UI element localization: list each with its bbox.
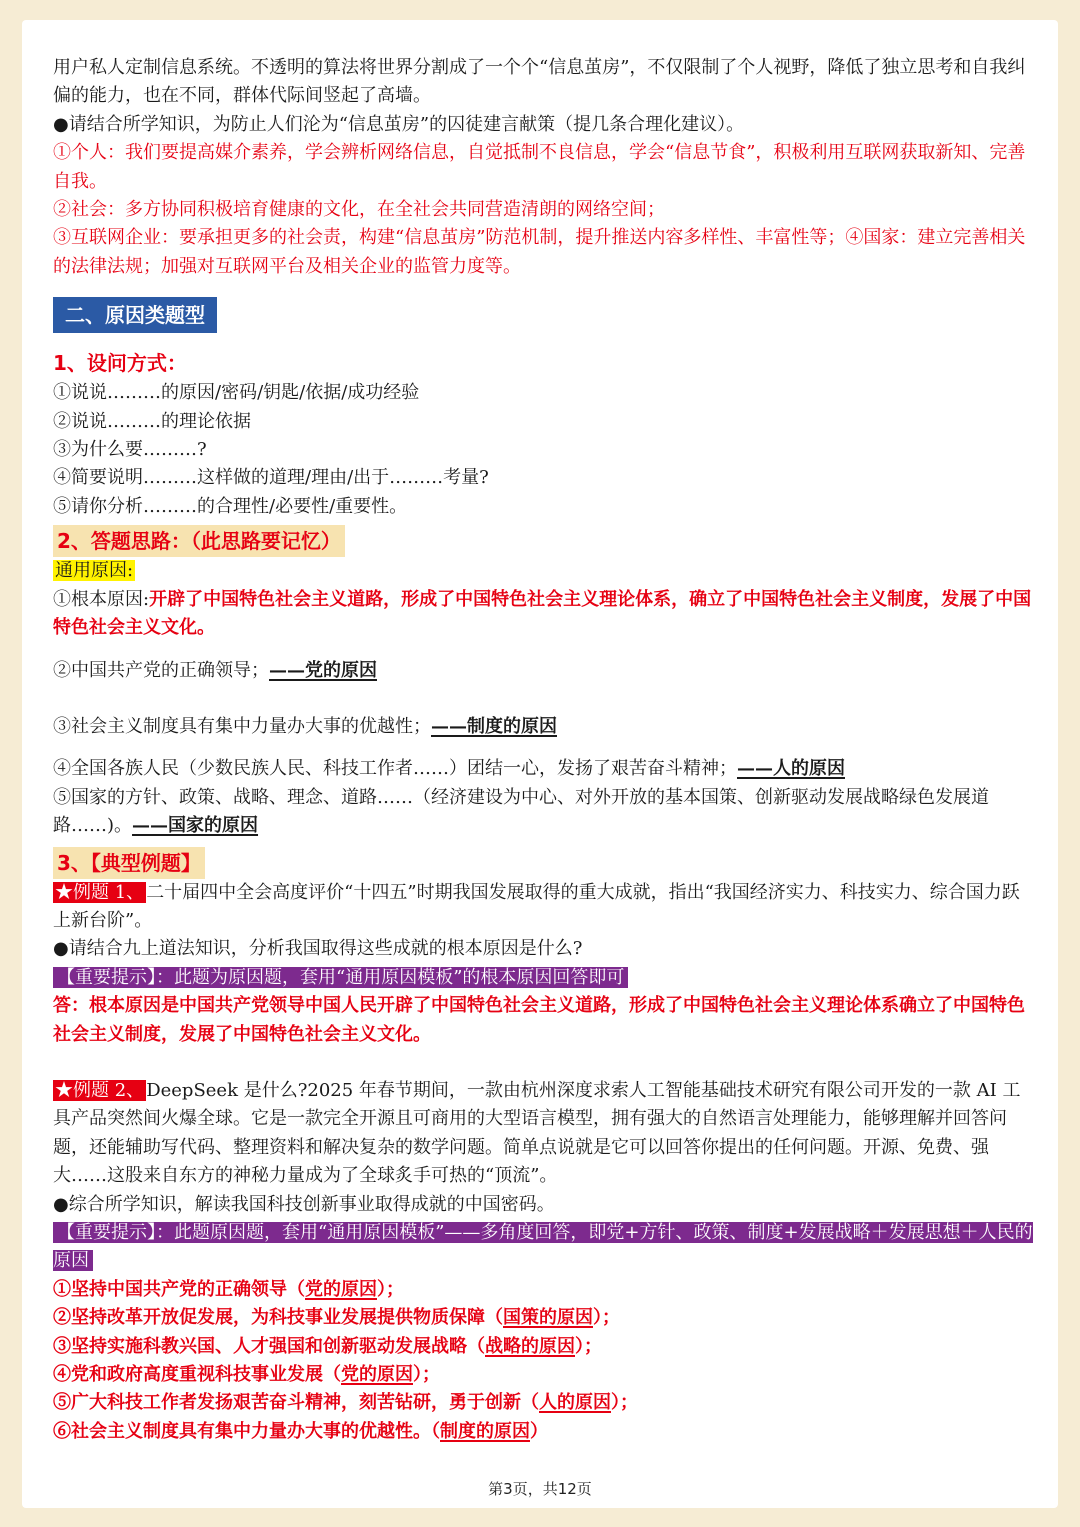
reason-1-text: 开辟了中国特色社会主义道路，形成了中国特色社会主义理论体系，确立了中国特色社会主义制度，发展了中国特色社会主义文化。 bbox=[53, 588, 1032, 639]
subheading-examples-text: 3、【典型例题】 bbox=[53, 847, 205, 879]
common-reasons-label-text: 通用原因: bbox=[55, 560, 134, 582]
intro-answer-1: ①个人：我们要提高媒介素养，学会辨析网络信息，自觉抵制不良信息，学会“信息节食”，积极利用互联网获取新知、完善自我。 bbox=[53, 142, 1026, 192]
example-2-question: ●综合所学知识，解读我国科技创新事业取得成就的中国密码。 bbox=[53, 1193, 555, 1215]
example-2-hint bbox=[53, 1219, 1033, 1276]
reason-5-text: ⑤国家的方针、政策、战略、理念、道路……（经济建设为中心、对外开放的基本国策、创新驱动发展战略绿色发展道路……)。 bbox=[53, 786, 989, 837]
page-number: 第3页，共12页 bbox=[488, 1480, 592, 1498]
subheading-question-forms: 1、设问方式： bbox=[53, 351, 187, 376]
example-2-answer-item bbox=[53, 1333, 1033, 1361]
example-2-answer-item bbox=[53, 1361, 1033, 1389]
example-2-tag: ★例题 2、 bbox=[55, 1079, 145, 1101]
reason-1-prefix: ①根本原因: bbox=[53, 588, 150, 610]
ask-item: ①说说………的原因/密码/钥匙/依据/成功经验 bbox=[53, 382, 420, 404]
intro-paragraph: 用户私人定制信息系统。不透明的算法将世界分割成了一个个“信息茧房”，不仅限制了个人视野，降低了独立思考和自我纠偏的能力，也在不同，群体代际间竖起了高墙。 bbox=[53, 57, 1026, 107]
answer-item-text: ⑤广大科技工作者发扬艰苦奋斗精神，刻苦钻研，勇于创新（ bbox=[53, 1392, 539, 1414]
answer-item-tag: 制度的原因 bbox=[440, 1420, 530, 1442]
answer-item-text: ②坚持改革开放促发展，为科技事业发展提供物质保障（ bbox=[53, 1307, 503, 1329]
document-page bbox=[22, 20, 1058, 1508]
example-1-hint-text: 【重要提示】：此题为原因题，套用“通用原因模板”的根本原因回答即可 bbox=[53, 967, 628, 988]
example-2-answer-item bbox=[53, 1276, 1033, 1304]
example-2-answer-item bbox=[53, 1389, 1033, 1417]
example-2-body: DeepSeek 是什么?2025 年春节期间，一款由杭州深度求索人工智能基础技术研究有限公司开发的一款 AI 工具产品突然间火爆全球。它是一款完全开源且可商用的大型语言模型，拥有强大的自然语言处理能力，能够理解并回答问题，还能辅助写代码、整理资料和解决复杂的数学问题。简单点说就是它可以回答你提出的任何问题。开源、免费、强大……这股来自东方的神秘力量成为了全球炙手可热的“顶流”。 bbox=[53, 1079, 1021, 1187]
answer-item-end: ）； bbox=[593, 1307, 620, 1329]
reason-2-text: ②中国共产党的正确领导； bbox=[53, 659, 269, 681]
subheading-examples bbox=[53, 847, 1033, 879]
example-1-question: ●请结合九上道法知识，分析我国取得这些成就的根本原因是什么? bbox=[53, 938, 583, 960]
reason-5-tag: ——国家的原因 bbox=[132, 815, 259, 837]
reason-3-tag: ——制度的原因 bbox=[431, 715, 557, 737]
subheading-answer-approach bbox=[53, 525, 1033, 557]
example-2-answer-item bbox=[53, 1304, 1033, 1332]
reason-5 bbox=[53, 784, 1033, 841]
answer-item-tag: 人的原因 bbox=[539, 1392, 611, 1414]
answer-item-text: ⑥社会主义制度具有集中力量办大事的优越性。（ bbox=[53, 1420, 440, 1442]
answer-item-tag: 国策的原因 bbox=[503, 1307, 593, 1329]
ask-item: ②说说………的理论依据 bbox=[53, 410, 251, 432]
example-1-answer: 答：根本原因是中国共产党领导中国人民开辟了中国特色社会主义道路，形成了中国特色社会主义理论体系确立了中国特色社会主义制度，发展了中国特色社会主义文化。 bbox=[53, 995, 1025, 1045]
example-1-body: 二十届四中全会高度评价“十四五”时期我国发展取得的重大成就，指出“我国经济实力、科技实力、综合国力跃上新台阶”。 bbox=[53, 881, 1020, 931]
intro-answer-2: ②社会：多方协同积极培育健康的文化，在全社会共同营造清朗的网络空间； bbox=[53, 199, 665, 221]
reason-1 bbox=[53, 586, 1033, 643]
example-2-text bbox=[53, 1077, 1033, 1191]
reason-4 bbox=[53, 755, 1033, 783]
ask-item: ⑤请你分析………的合理性/必要性/重要性。 bbox=[53, 495, 408, 517]
page-content bbox=[53, 54, 1033, 1446]
answer-item-end: ） bbox=[530, 1420, 548, 1442]
intro-answer-3: ③互联网企业：要承担更多的社会责，构建“信息茧房”防范机制，提升推送内容多样性、丰富性等；④国家：建立完善相关的法律法规；加强对互联网平台及相关企业的监管力度等。 bbox=[53, 227, 1026, 277]
reason-3 bbox=[53, 713, 1033, 741]
example-1-hint bbox=[53, 964, 1033, 992]
intro-question: ●请结合所学知识，为防止人们沦为“信息茧房”的囚徒建言献策（提几条合理化建议）。 bbox=[53, 113, 745, 135]
answer-item-tag: 战略的原因 bbox=[485, 1335, 575, 1357]
example-2-answer-item bbox=[53, 1418, 1033, 1446]
answer-item-text: ③坚持实施科教兴国、人才强国和创新驱动发展战略（ bbox=[53, 1335, 485, 1357]
ask-item: ③为什么要………? bbox=[53, 439, 207, 461]
answer-item-text: ④党和政府高度重视科技事业发展（ bbox=[53, 1364, 341, 1386]
answer-item-end: ）； bbox=[611, 1392, 638, 1414]
reason-4-tag: ——人的原因 bbox=[737, 758, 845, 780]
reason-2 bbox=[53, 657, 1033, 685]
ask-item: ④简要说明………这样做的道理/理由/出于………考量? bbox=[53, 467, 489, 489]
subheading-answer-approach-text: 2、答题思路：（此思路要记忆） bbox=[53, 525, 345, 557]
answer-item-tag: 党的原因 bbox=[305, 1278, 377, 1300]
example-2-hint-text: 【重要提示】：此题原因题，套用“通用原因模板”——多角度回答，即党+方针、政策、制度+发展战略＋发展思想＋人民的原因 bbox=[53, 1222, 1033, 1272]
answer-item-end: ）； bbox=[377, 1278, 404, 1300]
reason-3-text: ③社会主义制度具有集中力量办大事的优越性； bbox=[53, 715, 431, 737]
answer-item-tag: 党的原因 bbox=[341, 1364, 413, 1386]
example-1-text bbox=[53, 879, 1033, 936]
reason-4-text: ④全国各族人民（少数民族人民、科技工作者……）团结一心，发扬了艰苦奋斗精神； bbox=[53, 758, 737, 780]
section-heading-reasons: 二、原因类题型 bbox=[53, 297, 217, 333]
reason-2-tag: ——党的原因 bbox=[269, 659, 377, 681]
answer-item-end: ）； bbox=[413, 1364, 440, 1386]
answer-item-text: ①坚持中国共产党的正确领导（ bbox=[53, 1278, 305, 1300]
common-reasons-label bbox=[53, 557, 1033, 585]
example-1-tag: ★例题 1、 bbox=[55, 881, 145, 903]
answer-item-end: ）； bbox=[575, 1335, 602, 1357]
